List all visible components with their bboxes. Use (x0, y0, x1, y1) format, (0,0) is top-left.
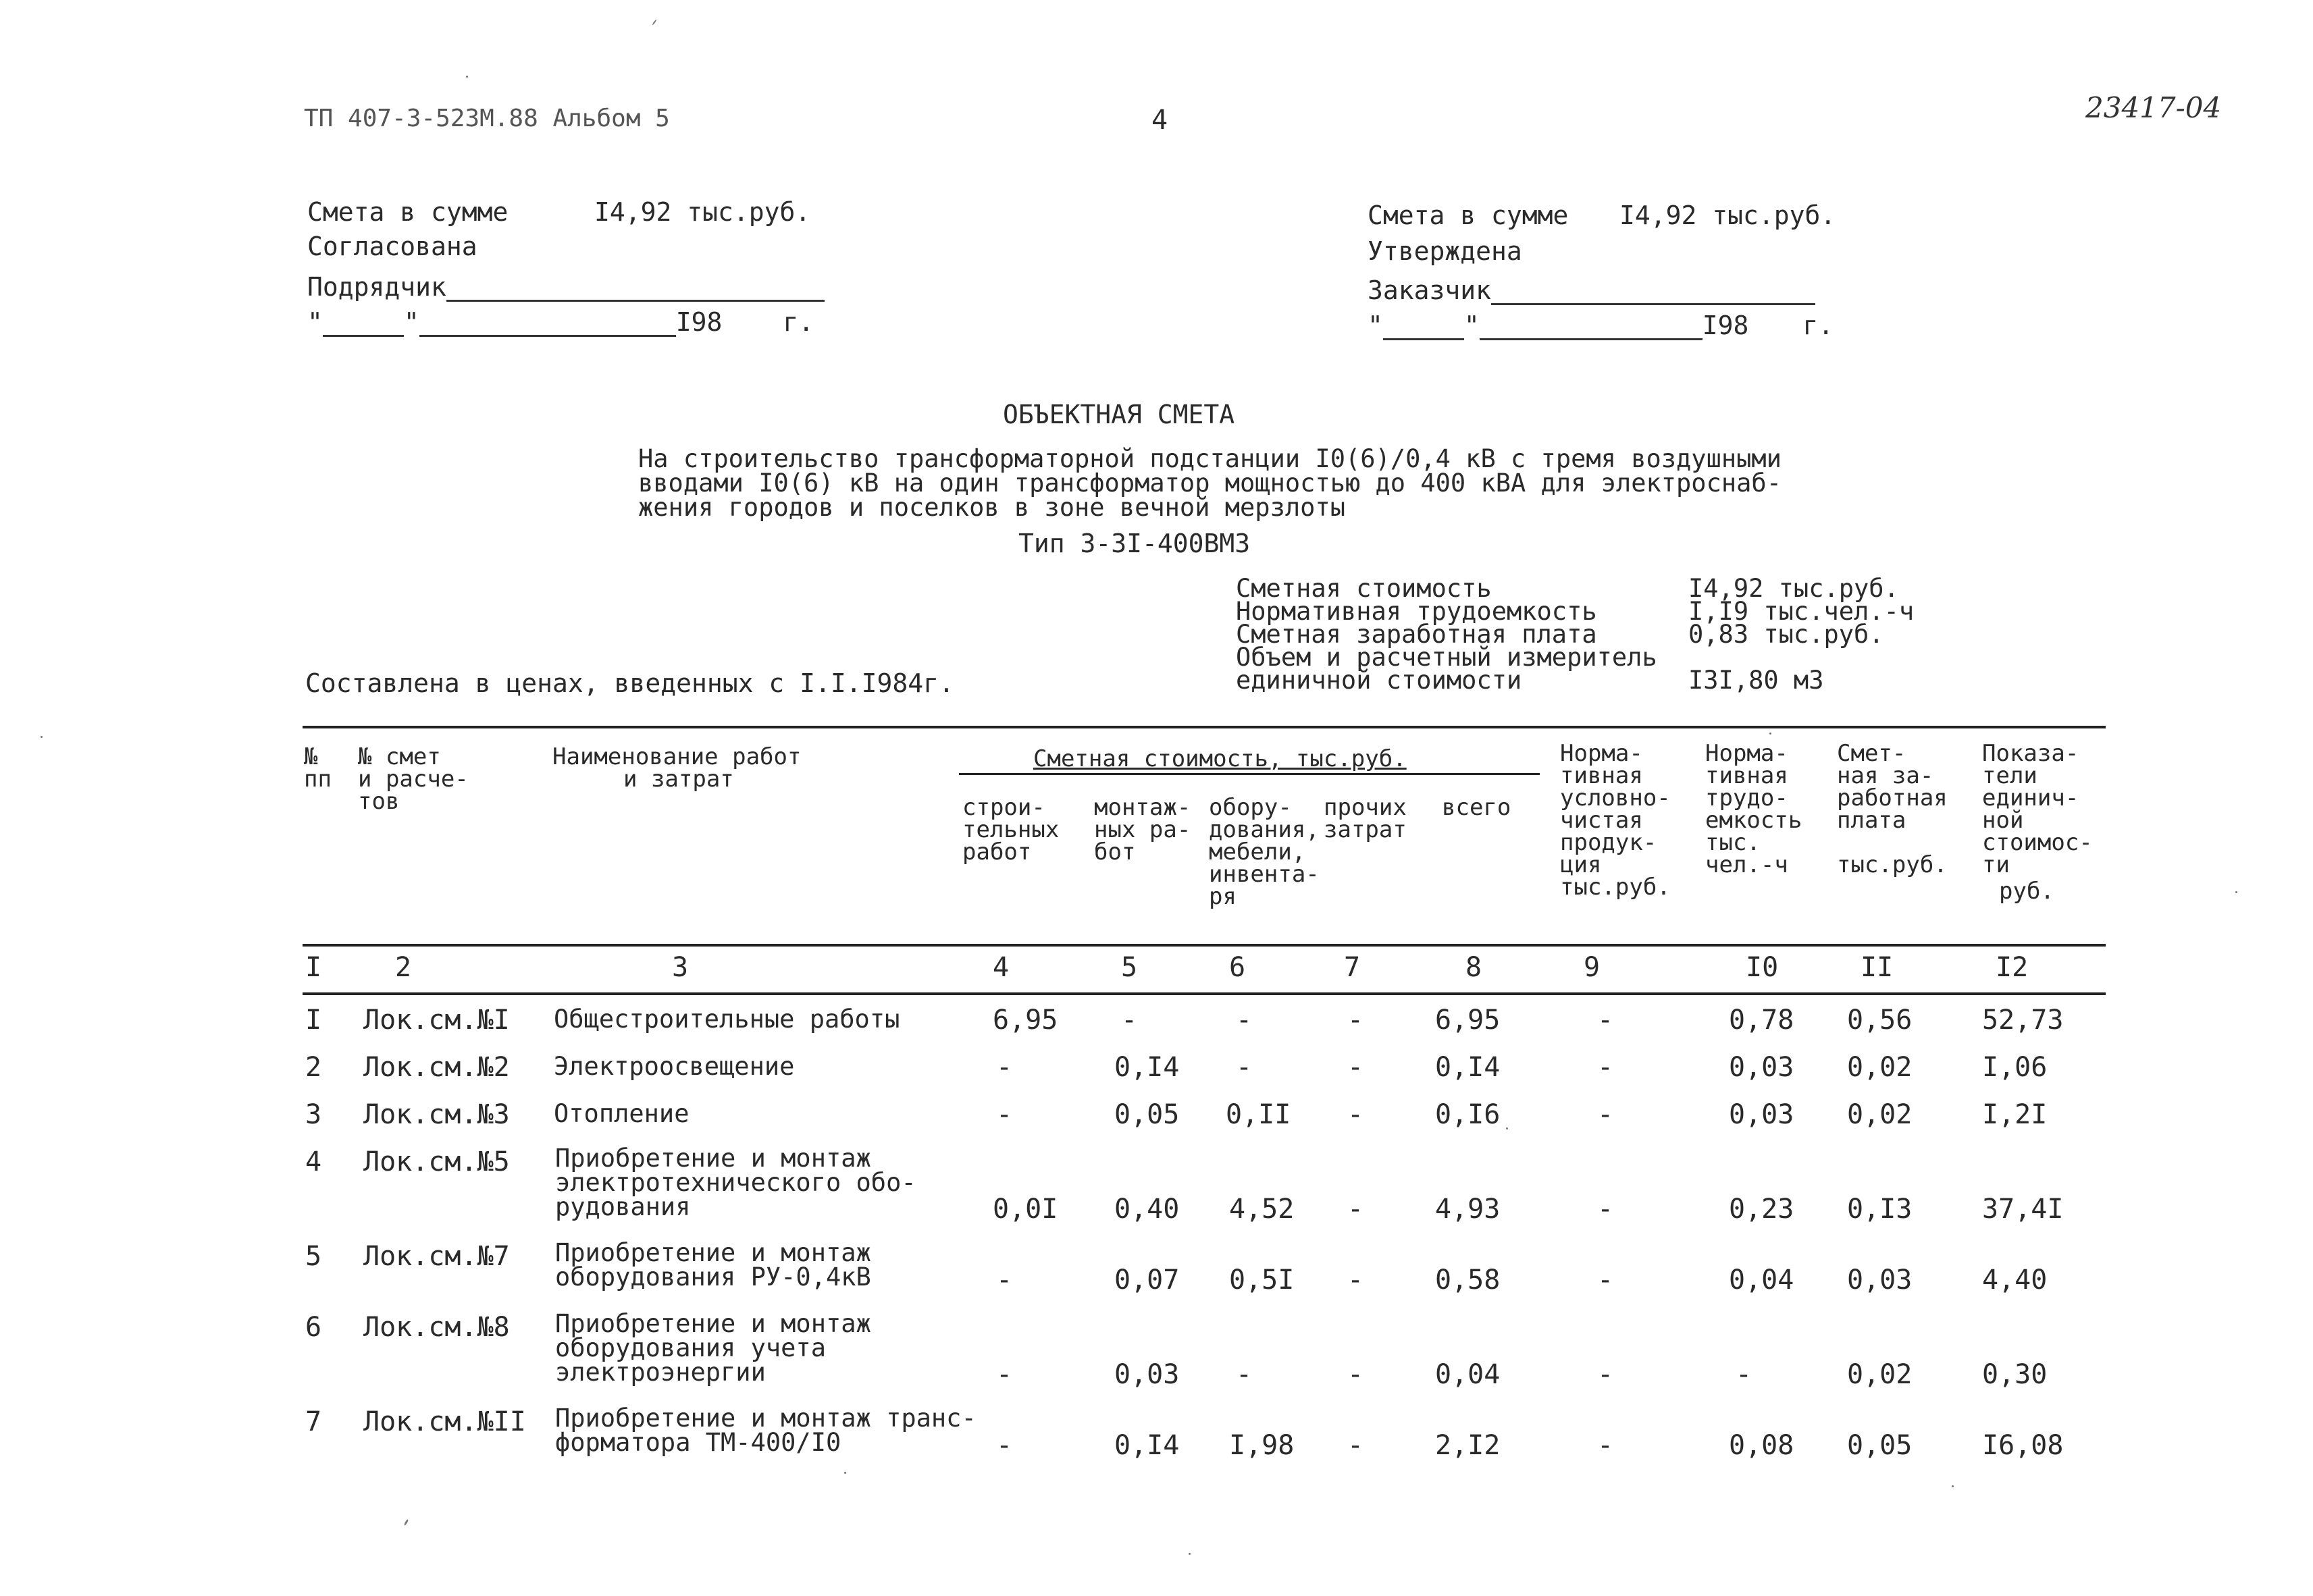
right-sum-value: I4,92 тыс.руб. (1619, 201, 1836, 230)
customer-label: Заказчик (1368, 275, 1492, 305)
scan-speck (652, 19, 656, 25)
row-name: Приобретение и монтаж оборудования учета электроэнергии (555, 1309, 871, 1387)
left-sum-label: Смета в сумме (307, 197, 509, 227)
right-date-line: " " I98 г. (1368, 309, 1834, 340)
document-title: ОБЪЕКТНАЯ СМЕТА (1003, 400, 1235, 429)
col-number: 5 (1121, 952, 1138, 983)
header-col-7: прочих затрат (1324, 794, 1407, 843)
left-date-line: " " I98 г. (307, 305, 814, 337)
row-name: Приобретение и монтаж транс- форматора ТМ-400/I0 (555, 1404, 977, 1457)
col-number: 4 (993, 952, 1010, 983)
summary-values: I4,92 тыс.руб. I,I9 тыс.чел.-ч 0,83 тыс.руб. I3I,80 м3 (1688, 574, 1915, 695)
col-number: 2 (395, 952, 412, 983)
col-number: 3 (672, 952, 689, 983)
handwritten-reference: 23417-04 (2085, 91, 2222, 124)
row-name: Приобретение и монтаж электротехнического обо- рудования (555, 1144, 916, 1221)
col-numbers-rule (303, 992, 2106, 995)
scan-speck (2235, 891, 2237, 893)
contractor-label: Подрядчик (307, 272, 446, 302)
header-col-12: Показа- тели единич- ной стоимос- ти руб. (1982, 740, 2093, 905)
header-bottom-rule (303, 944, 2106, 947)
page-number: 4 (1151, 105, 1168, 136)
scan-speck (466, 76, 468, 78)
right-sum-label: Смета в сумме (1368, 201, 1569, 230)
document-code: ТП 407-3-523М.88 Альбом 5 (304, 105, 670, 132)
header-col-3: Наименование работ и затрат (552, 743, 802, 793)
right-customer-line (1368, 273, 1815, 305)
header-col-5: монтаж- ных ра- бот (1094, 794, 1191, 866)
header-col-10: Норма- тивная трудо- емкость тыс. чел.-ч (1705, 740, 1802, 878)
col-number: I0 (1746, 952, 1779, 983)
col-number: I (305, 952, 322, 983)
summary-labels: Сметная стоимость Нормативная трудоемкость Сметная заработная плата Объем и расчетный измеритель единичной стоимости (1236, 574, 1657, 695)
table-top-rule (303, 726, 2106, 728)
header-col-9: Норма- тивная условно- чистая продук- ция тыс.руб. (1560, 740, 1671, 901)
header-col-11: Смет- ная за- работная плата тыс.руб. (1837, 740, 1948, 878)
header-col-8: всего (1442, 794, 1511, 821)
header-col-4: строи- тельных работ (962, 794, 1060, 866)
left-year: I98 (675, 307, 723, 337)
left-sum-value: I4,92 тыс.руб. (594, 197, 811, 227)
scan-speck (1769, 733, 1771, 735)
row-name: Приобретение и монтаж оборудования РУ-0,4кВ (555, 1238, 871, 1292)
substation-type: Тип 3-3I-400ВМЗ (1018, 529, 1251, 558)
cost-group-rule (959, 773, 1540, 775)
scan-speck (844, 1472, 846, 1474)
col-number: 9 (1584, 952, 1601, 983)
scan-speck (1189, 1553, 1191, 1555)
scan-speck (404, 1519, 409, 1526)
header-col-1: № пп (304, 743, 332, 793)
title-description: На строительство трансформаторной подстанции I0(6)/0,4 кВ с тремя воздушными вводами I0(6) кВ на один трансформатор мощностью до 400 кВА для электроснаб- жения городов и поселков в зоне вечной мерзлоты (638, 444, 1782, 522)
header-col-6: обору- дования, мебели, инвента- ря (1209, 794, 1320, 910)
prices-note: Составлена в ценах, введенных с I.I.I984г. (305, 668, 954, 698)
col-number: 6 (1229, 952, 1246, 983)
contractor-signature-line (446, 270, 825, 302)
header-cost-group: Сметная стоимость, тыс.руб. (1033, 745, 1407, 772)
header-col-2: № смет и расче- тов (358, 743, 469, 815)
left-contractor-line (307, 270, 825, 302)
col-number: I2 (1996, 952, 2029, 983)
left-approval-status: Согласована (307, 232, 477, 261)
customer-signature-line (1491, 273, 1815, 305)
col-number: II (1861, 952, 1894, 983)
scan-speck (1506, 1127, 1508, 1129)
scan-speck (41, 736, 43, 738)
right-year: I98 (1702, 311, 1749, 340)
scan-speck (1952, 1485, 1954, 1487)
col-number: 7 (1344, 952, 1361, 983)
col-number: 8 (1465, 952, 1482, 983)
right-approval-status: Утверждена (1368, 236, 1522, 266)
